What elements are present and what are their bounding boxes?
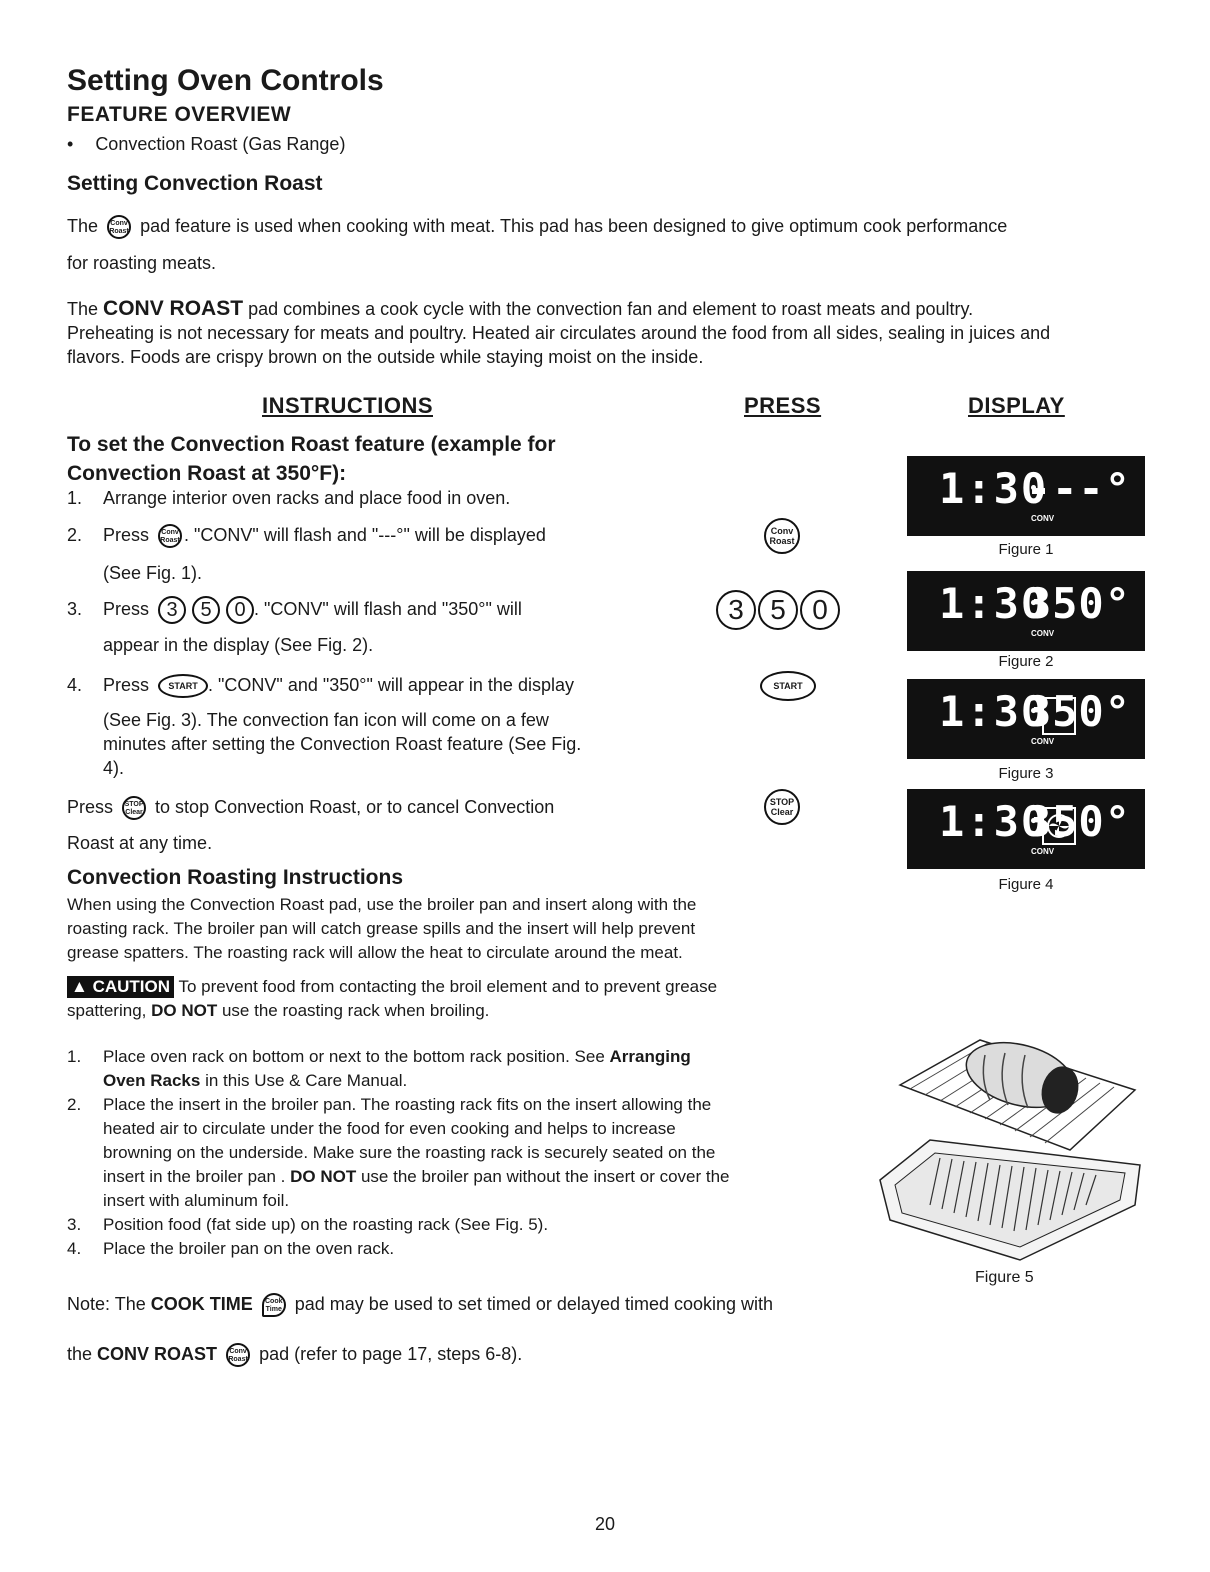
list-item: 2. Place the insert in the broiler pan. The roasting rack fits on the insert allowing the — [67, 1095, 712, 1114]
column-press: PRESS — [744, 393, 822, 418]
intro-paragraph-2: The CONV ROAST pad combines a cook cycle with the convection fan and element to roast meats and poultry. Preheating is not necessary for meats and poultry. Heated air circulates around the food from all sides, sealing in juices and flavors. Foods are crispy brown on the outside while staying moist on the inside. — [67, 297, 1051, 367]
step-2-ref: (See Fig. 1). — [103, 563, 203, 583]
page-number: 20 — [594, 1514, 616, 1534]
figure-5-caption: Figure 5 — [975, 1269, 1034, 1286]
figure-1-caption: Figure 1 — [998, 541, 1054, 558]
section-heading-roasting: Convection Roasting Instructions — [67, 866, 404, 889]
key-0-icon: 0 — [800, 590, 840, 630]
list-item: 1. Place oven rack on bottom or next to the bottom rack position. See Arranging — [67, 1047, 691, 1066]
feature-bullet: • Convection Roast (Gas Range) — [67, 134, 346, 154]
list-item: 4. Place the broiler pan on the oven rack. — [67, 1239, 395, 1258]
figure-2-caption: Figure 2 — [998, 653, 1054, 670]
figure-3-caption: Figure 3 — [998, 765, 1054, 782]
column-display: DISPLAY — [968, 393, 1065, 418]
display-figure-1: 1:30 ---° CONV — [907, 456, 1145, 536]
key-3-icon: 3 — [158, 596, 186, 624]
list-item: 3. Position food (fat side up) on the roasting rack (See Fig. 5). — [67, 1215, 549, 1234]
broiler-pan-illustration — [870, 1015, 1150, 1265]
key-3-icon: 3 — [716, 590, 756, 630]
display-figure-2: 1:30 350° CONV — [907, 571, 1145, 651]
stop-clear-pad-icon: STOP Clear — [122, 796, 146, 820]
press-stop-icon: STOP Clear — [764, 789, 800, 825]
key-0-icon: 0 — [226, 596, 254, 624]
note-line-1: Note: The COOK TIME Cook Time pad may be used to set timed or delayed timed cooking with — [67, 1290, 773, 1318]
press-start-icon: START — [760, 671, 816, 701]
cook-time-pad-icon: Cook Time — [262, 1293, 286, 1317]
page-title: Setting Oven Controls — [67, 64, 384, 97]
roasting-steps: 1. Place oven rack on bottom or next to the bottom rack position. See Arranging Oven Racks in this Use & Care Manual. 2. Place the insert in the broiler pan. The roasting rack fits on the insert allowing the heated air to circulate under the food for even cooking and helps to increase browning on the underside. Make sure the roasting rack is securely seated on the insert in the broiler pan . DO NOT use the broiler pan without the insert or cover the insert with aluminum foil. 3. Position food (fat side up) on the roasting rack (See Fig. 5). 4. Place the broiler pan on the oven rack. — [67, 1045, 847, 1261]
feature-bullet-text: Convection Roast (Gas Range) — [95, 134, 346, 154]
page-subtitle: FEATURE OVERVIEW — [67, 103, 292, 126]
display-figure-3: 1:30 350° CONV — [907, 679, 1145, 759]
stop-instruction: Press STOP Clear to stop Convection Roast, or to cancel Convection — [67, 795, 554, 820]
step-3-ref: appear in the display (See Fig. 2). — [103, 635, 374, 655]
press-number-keys — [716, 590, 842, 630]
figure-4-caption: Figure 4 — [998, 876, 1054, 893]
conv-roast-pad-icon: Conv Roast — [226, 1343, 250, 1367]
display-figure-4: 1:30 350° CONV — [907, 789, 1145, 869]
task-heading: To set the Convection Roast feature (example for Convection Roast at 350°F): — [67, 433, 556, 485]
step-1: 1. Arrange interior oven racks and place food in oven. — [67, 488, 511, 508]
key-5-icon: 5 — [192, 596, 220, 624]
step-2: 2. Press Conv Roast . "CONV" will flash and "---°" will be displayed — [67, 523, 546, 548]
stop-instruction-b: Roast at any time. — [67, 833, 213, 853]
intro-paragraph-1b: for roasting meats. — [67, 253, 217, 273]
intro-paragraph-1: The Conv Roast pad feature is used when cooking with meat. This pad has been designed to give optimum cook performance — [67, 214, 1147, 239]
start-pad-icon: START — [158, 674, 208, 698]
press-conv-roast-icon: Conv Roast — [764, 518, 800, 554]
step-4-detail: (See Fig. 3). The convection fan icon will come on a few minutes after setting the Convection Roast feature (See Fig. 4). — [103, 710, 582, 778]
column-instructions: INSTRUCTIONS — [262, 393, 433, 418]
step-4: 4. Press START . "CONV" and "350°" will appear in the display — [67, 673, 574, 698]
roasting-paragraph: When using the Convection Roast pad, use the broiler pan and insert along with the roasting rack. The broiler pan will catch grease spills and the insert will help prevent grease spatters. The roasting rack will allow the heat to circulate around the meat. — [67, 895, 697, 962]
section-heading-setting: Setting Convection Roast — [67, 172, 323, 195]
caution-block: ▲ CAUTION To prevent food from contacting the broil element and to prevent grease spattering, DO NOT use the roasting rack when broiling. — [67, 977, 718, 1020]
conv-roast-pad-icon: Conv Roast — [158, 524, 182, 548]
conv-roast-pad-icon: Conv Roast — [107, 215, 131, 239]
key-5-icon: 5 — [758, 590, 798, 630]
note-line-2: the CONV ROAST Conv Roast pad (refer to page 17, steps 6-8). — [67, 1340, 522, 1368]
caution-label: ▲ CAUTION — [67, 976, 174, 998]
step-3: 3. Press 3 5 0 . "CONV" will flash and "350°" will — [67, 596, 522, 624]
